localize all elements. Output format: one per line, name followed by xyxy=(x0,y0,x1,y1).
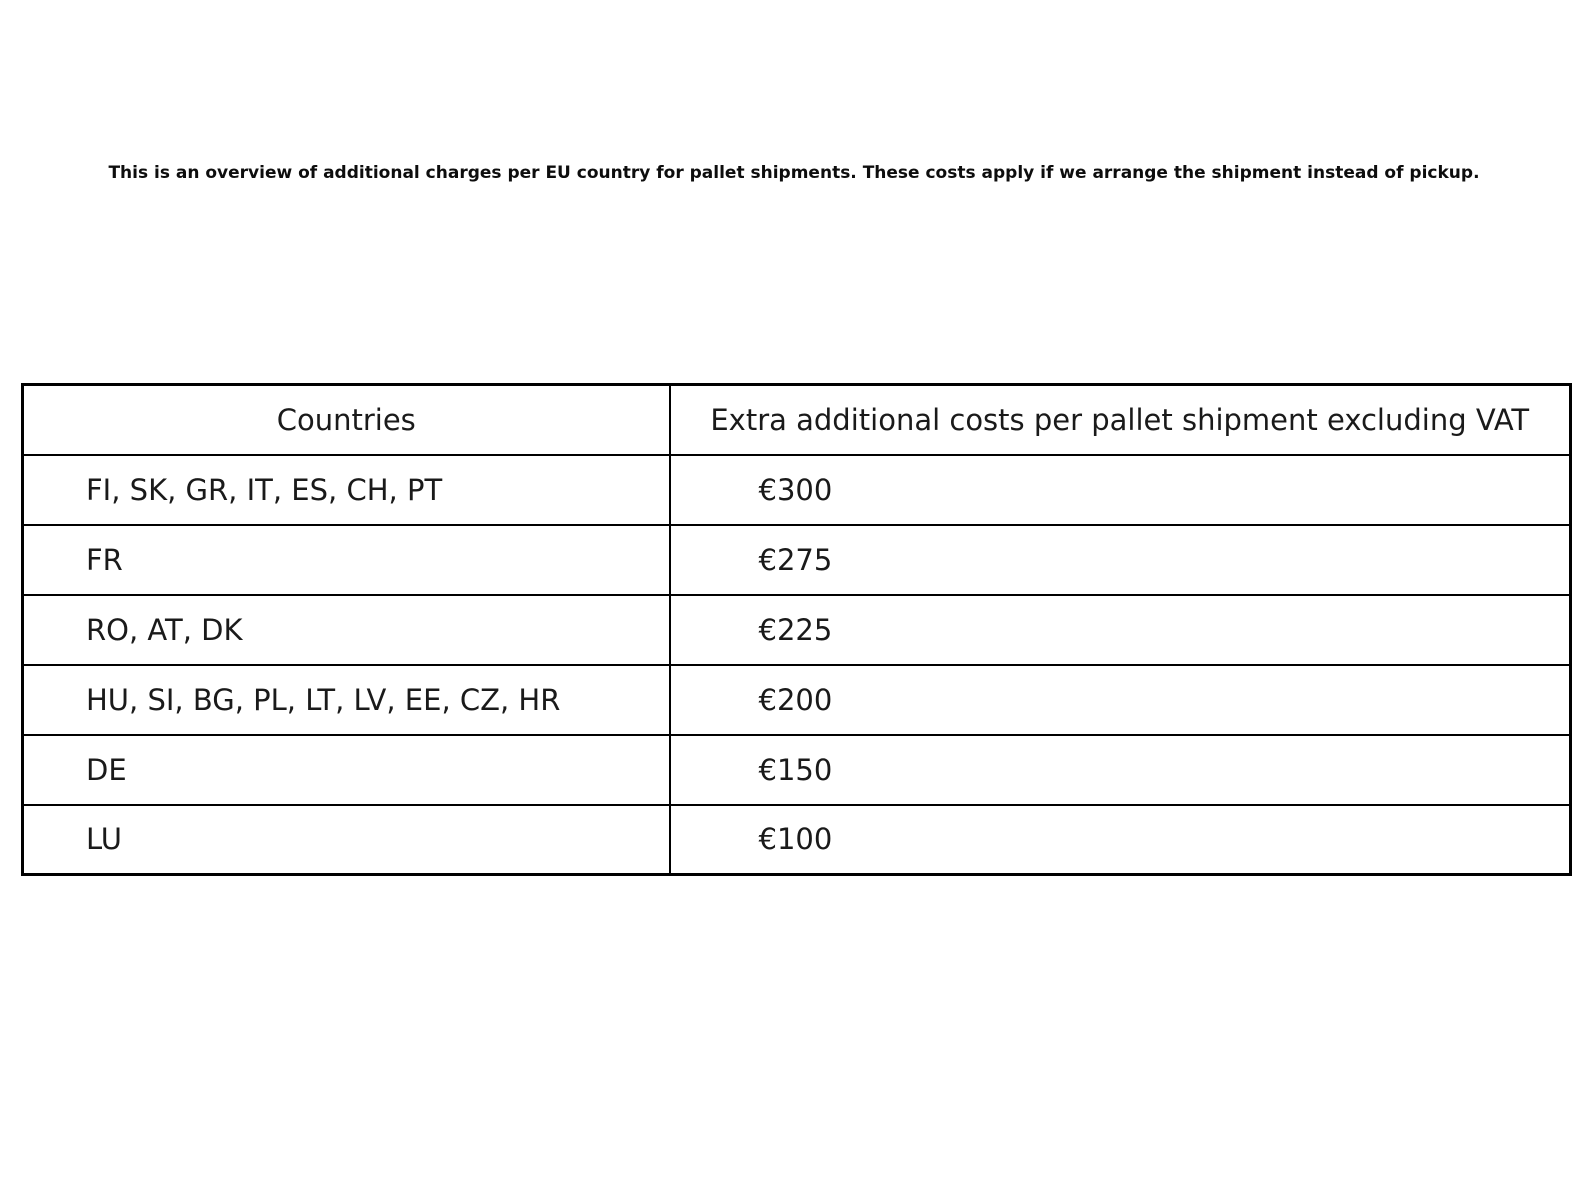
countries-cell: LU xyxy=(23,805,670,875)
table-row xyxy=(23,595,1571,665)
column-header-countries: Countries xyxy=(23,385,670,455)
countries-cell: FI, SK, GR, IT, ES, CH, PT xyxy=(23,455,670,525)
table-row xyxy=(23,665,1571,735)
cost-cell: €300 xyxy=(670,455,1571,525)
countries-cell: RO, AT, DK xyxy=(23,595,670,665)
table-row xyxy=(23,455,1571,525)
table-row xyxy=(23,735,1571,805)
table-row xyxy=(23,525,1571,595)
cost-cell: €200 xyxy=(670,665,1571,735)
table-header xyxy=(23,385,1571,455)
intro-note: This is an overview of additional charges per EU country for pallet shipments. These costs apply if we arrange the shipment instead of pickup. xyxy=(108,163,1480,183)
column-header-extra-costs: Extra additional costs per pallet shipment excluding VAT xyxy=(670,385,1571,455)
table-body xyxy=(23,455,1571,875)
charges-table xyxy=(21,383,1572,876)
table-row xyxy=(23,805,1571,875)
cost-cell: €150 xyxy=(670,735,1571,805)
cost-cell: €225 xyxy=(670,595,1571,665)
countries-cell: HU, SI, BG, PL, LT, LV, EE, CZ, HR xyxy=(23,665,670,735)
header-row xyxy=(23,385,1571,455)
countries-cell: DE xyxy=(23,735,670,805)
countries-cell: FR xyxy=(23,525,670,595)
cost-cell: €100 xyxy=(670,805,1571,875)
cost-cell: €275 xyxy=(670,525,1571,595)
